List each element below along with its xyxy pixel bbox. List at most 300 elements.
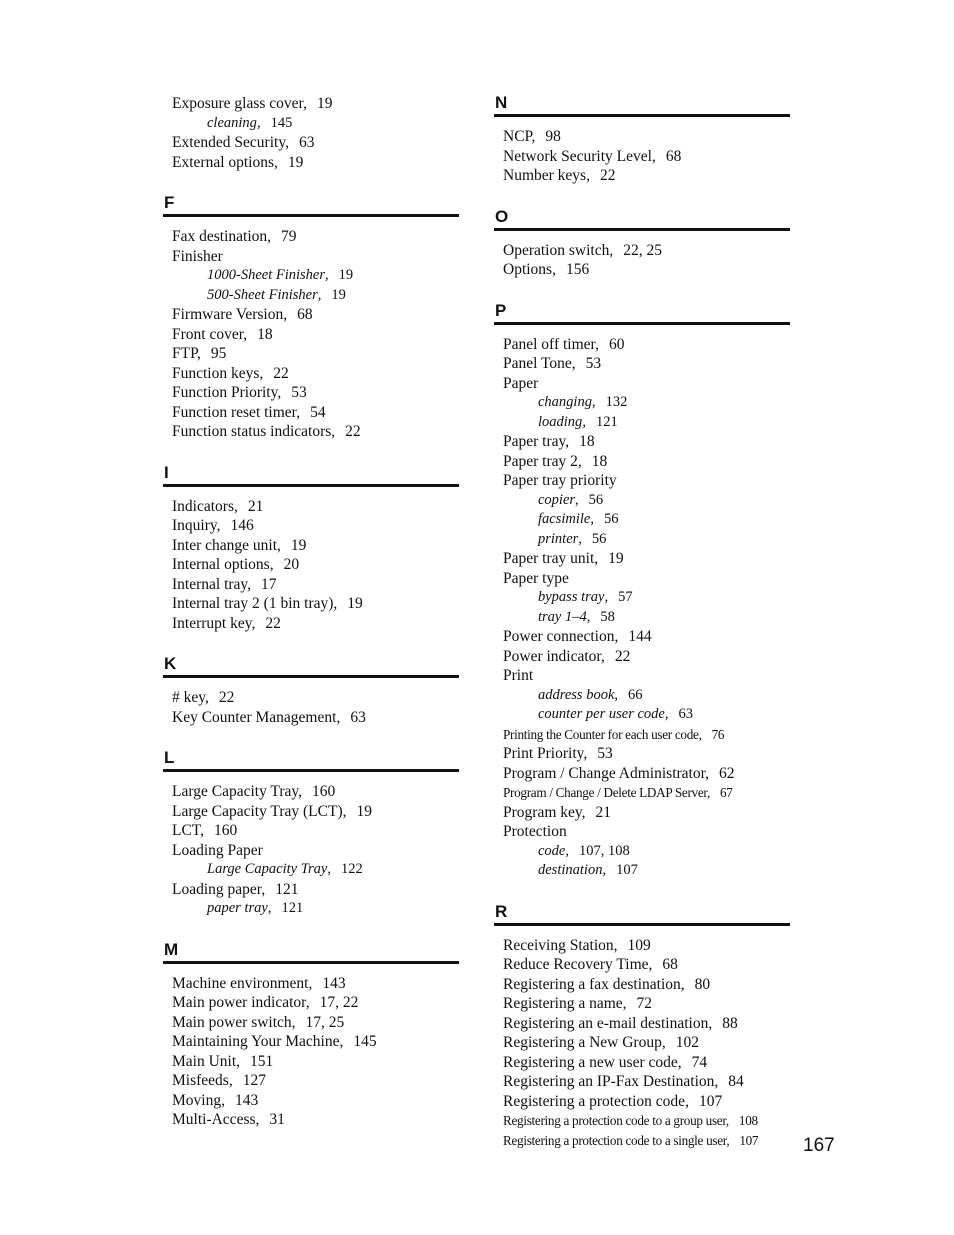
index-entry-options [503,260,790,280]
entry-comma: , [594,550,599,567]
entry-term: Fax destination [172,228,268,245]
section-rule [163,769,459,772]
entry-term: loading [538,413,583,430]
entry-page-refs: 18 [579,433,595,450]
index-entry-inter-change-unit [172,536,459,556]
index-entry-interrupt-key [172,614,459,634]
entry-term: Firmware Version [172,306,284,323]
section-gap [163,633,459,655]
entry-page-refs: 17, 22 [319,994,359,1011]
entry-term: Registering a protection code to a single user [503,1132,727,1148]
entry-page-refs: 22 [599,167,616,184]
index-entry-registering-a-protection-code-to-a-single-user [503,1131,790,1151]
entry-term: Power connection [503,628,615,645]
section-rule [494,228,790,231]
section-rule [163,214,459,217]
entry-page-refs: 143 [322,974,346,992]
index-entry-list [163,94,459,172]
index-entry-list [163,782,459,919]
entry-comma: , [327,861,331,877]
entry-comma: , [267,228,272,245]
index-section [163,94,459,172]
entry-term: Exposure glass cover [172,95,304,112]
index-entry-key-counter-management [172,708,459,728]
entry-term: Key Counter Management [172,708,337,726]
index-subentry-code [503,842,790,862]
entry-term: Paper tray unit [503,550,595,567]
entry-comma: , [308,974,313,992]
entry-comma: , [577,452,582,470]
entry-term: Function reset timer [172,403,297,421]
section-gap [163,727,459,749]
entry-page-refs: 102 [675,1034,699,1051]
entry-page-refs: 84 [728,1073,744,1090]
entry-page-refs: 57 [618,589,633,605]
entry-term: FTP [172,345,197,362]
entry-term: Main power indicator [172,994,306,1011]
entry-page-refs: 22 [345,423,361,440]
index-entry-registering-an-ip-fax-destination [503,1072,790,1092]
index-subentry-cleaning [172,114,459,134]
entry-term: paper tray [207,900,268,916]
entry-term: Panel off timer [503,335,596,353]
index-entry-registering-a-name [503,994,790,1014]
index-subentry-printer [503,530,790,550]
index-entry-main-power-indicator [172,993,459,1013]
entry-term: tray 1–4 [538,608,587,625]
entry-page-refs: 19 [347,595,363,612]
entry-page-refs: 22 [614,647,631,665]
index-entry-panel-off-timer [503,335,790,355]
index-entry-inquiry [172,516,459,536]
entry-term: Maintaining Your Machine [172,1033,340,1050]
entry-comma: , [726,1132,730,1148]
entry-page-refs: 63 [298,134,315,151]
entry-comma: , [325,267,329,283]
index-entry-misfeeds [172,1071,459,1091]
index-entry-program-change-delete-ldap-server [503,783,790,803]
entry-comma: , [552,261,556,278]
entry-page-refs: 56 [603,511,619,527]
entry-comma: , [317,286,322,303]
entry-comma: , [708,1014,713,1032]
index-entry-paper-tray-priority [503,471,790,491]
entry-page-refs: 19 [316,95,333,112]
section-rule [494,114,790,117]
entry-comma: , [680,975,685,993]
entry-page-refs: 145 [270,114,293,131]
index-entry-multi-access [172,1110,459,1130]
index-entry-maintaining-your-machine [172,1032,459,1052]
entry-page-refs: 88 [722,1014,738,1032]
entry-term: NCP [503,128,532,145]
entry-page-refs: 122 [340,861,363,877]
index-section-f [163,172,459,442]
entry-comma: , [205,689,209,706]
entry-comma: , [291,1013,296,1031]
entry-term: facsimile [538,511,591,527]
entry-page-refs: 62 [719,764,735,782]
index-entry-finisher [172,247,459,267]
entry-term: Loading paper [172,880,262,898]
entry-term: Paper type [503,569,569,587]
entry-page-refs: 19 [331,286,346,303]
section-letter-heading: L [164,748,175,767]
entry-page-refs: 143 [234,1091,259,1109]
index-entry-moving [172,1091,459,1111]
index-entry-list [163,688,459,727]
index-subentry-changing [503,393,790,413]
entry-page-refs: 54 [310,403,326,421]
index-entry-main-power-switch [172,1013,459,1033]
index-entry-firmware-version [172,305,459,325]
entry-term: Print [503,667,534,684]
index-section-o [494,186,790,280]
entry-comma: , [583,745,588,762]
entry-comma: , [565,433,570,450]
index-subentry-500-sheet-finisher [172,286,459,306]
entry-term: Main power switch [172,1013,292,1031]
index-entry-paper-type [503,569,790,589]
entry-comma: , [221,1091,225,1109]
entry-comma: , [714,1073,719,1090]
entry-term: Paper tray [503,433,566,450]
index-subentry-paper-tray [172,899,459,919]
entry-page-refs: 20 [283,556,300,573]
entry-term: 1000-Sheet Finisher [207,267,325,283]
index-entry-function-priority [172,383,459,403]
entry-term: Machine environment [172,974,309,992]
entry-comma: , [725,1113,729,1128]
index-entry-network-security-level [503,147,790,167]
entry-term: Function Priority [172,384,278,401]
index-subentry-copier [503,491,790,511]
index-entry-list [494,241,790,280]
entry-term: Number keys [503,167,587,184]
index-subentry-counter-per-user-code [503,705,790,725]
entry-page-refs: 18 [257,325,273,343]
entry-page-refs: 107 [739,1132,759,1148]
entry-comma: , [586,167,590,184]
index-subentry-destination [503,861,790,881]
entry-term: Panel Tone [503,355,572,372]
entry-term: Internal tray [172,575,248,593]
entry-term: LCT [172,822,201,839]
entry-page-refs: 68 [662,956,678,973]
section-rule [494,923,790,926]
entry-comma: , [586,608,591,625]
entry-page-refs: 151 [250,1052,274,1070]
entry-page-refs: 121 [595,413,618,430]
entry-term: Extended Security [172,134,286,151]
index-entry-indicators [172,497,459,517]
entry-page-refs: 19 [290,536,307,554]
entry-page-refs: 79 [281,228,297,245]
entry-term: Registering a fax destination [503,975,681,993]
entry-term: Program / Change / Delete LDAP Server [503,785,707,800]
entry-comma: , [578,530,582,547]
entry-term: counter per user code [538,706,665,722]
entry-comma: , [333,595,338,612]
index-entry-operation-switch [503,241,790,261]
entry-page-refs: 68 [665,147,682,165]
entry-comma: , [233,497,238,515]
entry-page-refs: 22 [265,614,281,632]
index-entry-front-cover [172,325,459,345]
section-letter-heading: N [495,93,508,112]
entry-comma: , [571,355,576,372]
entry-term: External options [172,153,275,171]
index-column-left [163,94,459,1130]
entry-term: Multi-Access [172,1111,256,1128]
section-gap [494,881,790,903]
index-subentry-1000-sheet-finisher [172,266,459,286]
entry-page-refs: 107 [616,862,638,878]
index-section-m [163,919,459,1130]
index-entry-loading-paper [172,880,459,900]
section-letter-heading: O [495,206,509,226]
entry-term: Paper tray priority [503,472,617,489]
entry-comma: , [685,1092,689,1110]
entry-term: Printing the Counter for each user code [503,726,699,742]
index-entry-exposure-glass-cover [172,94,459,114]
index-entry-reduce-recovery-time [503,955,790,975]
entry-term: Indicators [172,497,234,515]
index-section-p [494,280,790,881]
index-section-n [494,94,790,186]
entry-page-refs: 66 [628,686,643,703]
index-entry-list [494,335,790,881]
entry-page-refs: 107 [698,1092,723,1110]
section-letter-heading: K [164,654,177,673]
index-entry-paper-tray-unit [503,549,790,569]
entry-comma: , [247,575,252,593]
index-entry-list [494,127,790,186]
entry-term: Registering a name [503,995,623,1012]
entry-page-refs: 19 [356,802,372,820]
index-subentry-address-book [503,686,790,706]
index-entry-paper-tray [503,432,790,452]
index-subentry-tray-1-4 [503,608,790,628]
entry-comma: , [256,114,261,131]
index-entry-registering-a-protection-code-to-a-group-user [503,1111,790,1131]
entry-comma: , [296,403,301,421]
entry-term: Front cover [172,325,244,343]
entry-page-refs: 144 [628,628,652,645]
entry-comma: , [261,880,266,898]
entry-term: Paper [503,374,539,392]
index-entry-lct [172,821,459,841]
entry-comma: , [600,647,605,665]
index-entry-internal-tray-2-1-bin-tray [172,594,459,614]
index-entry-registering-a-protection-code [503,1092,790,1112]
section-gap [163,442,459,464]
entry-page-refs: 108 [738,1113,758,1128]
entry-page-refs: 98 [545,128,561,145]
entry-term: bypass tray [538,589,605,605]
index-entry-registering-an-e-mail-destination [503,1014,790,1034]
entry-term: Operation switch [503,241,610,259]
index-entry-external-options [172,153,459,173]
index-entry-program-key [503,803,790,823]
index-entry-internal-options [172,555,459,575]
entry-comma: , [269,556,274,573]
entry-comma: , [591,394,596,410]
entry-page-refs: 21 [247,497,264,515]
section-gap [163,172,459,194]
entry-term: Interrupt key [172,614,252,632]
index-entry-registering-a-fax-destination [503,975,790,995]
entry-comma: , [595,335,599,353]
index-section-k [163,633,459,727]
entry-term: printer [538,530,579,547]
index-entry-main-unit [172,1052,459,1072]
index-subentry-large-capacity-tray [172,860,459,880]
entry-term: Receiving Station [503,936,614,954]
index-entry-fax-destination [172,227,459,247]
index-entry-function-keys [172,364,459,384]
entry-page-refs: 80 [694,975,711,993]
entry-comma: , [243,325,248,343]
entry-comma: , [661,1034,666,1051]
entry-comma: , [303,95,307,112]
entry-term: Inquiry [172,517,217,534]
entry-page-refs: 132 [605,394,628,410]
entry-page-refs: 22, 25 [623,241,662,259]
entry-page-refs: 160 [214,822,238,839]
entry-page-refs: 53 [597,745,613,762]
entry-comma: , [342,802,347,820]
index-entry-ncp [503,127,790,147]
entry-term: Registering a new user code [503,1053,678,1071]
index-entry-number-keys [503,166,790,186]
entry-page-refs: 60 [608,335,625,353]
entry-page-refs: 17, 25 [305,1013,345,1031]
entry-term: Program key [503,803,582,821]
entry-term: Program / Change Administrator [503,764,706,782]
section-rule [163,675,459,678]
entry-comma: , [274,153,278,171]
entry-page-refs: 31 [269,1111,285,1128]
entry-term: Function keys [172,364,260,382]
entry-term: Registering a protection code [503,1092,686,1110]
index-column-right [494,94,790,1150]
entry-comma: , [336,708,341,726]
entry-term: Options [503,261,553,278]
entry-page-refs: 146 [230,517,254,534]
entry-comma: , [677,1053,682,1071]
index-entry-list [163,497,459,634]
entry-term: Internal tray 2 (1 bin tray) [172,595,334,612]
entry-comma: , [582,413,586,430]
entry-term: # key [172,689,205,706]
entry-comma: , [216,517,221,534]
entry-comma: , [285,134,289,151]
entry-page-refs: 56 [591,530,607,547]
entry-term: Registering an IP-Fax Destination [503,1073,715,1090]
index-entry-receiving-station [503,936,790,956]
entry-comma: , [575,491,579,508]
index-entry-machine-environment [172,974,459,994]
entry-term: Power indicator [503,647,601,665]
section-letter-heading: R [495,901,508,921]
entry-term: Finisher [172,247,223,265]
entry-comma: , [259,364,264,382]
entry-term: Network Security Level [503,147,652,165]
entry-comma: , [581,803,586,821]
section-letter-heading: P [495,300,507,320]
index-entry-function-reset-timer [172,403,459,423]
entry-term: Large Capacity Tray [207,861,328,877]
section-rule [163,961,459,964]
entry-page-refs: 63 [350,708,366,726]
index-entry-paper [503,374,790,394]
entry-comma: , [305,994,310,1011]
index-entry-list [163,227,459,442]
entry-comma: , [705,764,710,782]
entry-term: Main Unit [172,1052,237,1070]
entry-comma: , [531,128,536,145]
index-section-i [163,442,459,634]
section-letter-heading: M [164,939,179,959]
entry-page-refs: 58 [600,608,615,625]
index-entry-key [172,688,459,708]
index-entry-large-capacity-tray-lct [172,802,459,822]
entry-comma: , [277,536,281,554]
section-gap [163,919,459,941]
entry-comma: , [197,345,201,362]
entry-comma: , [277,384,282,401]
entry-comma: , [614,628,619,645]
entry-page-refs: 53 [291,384,307,401]
entry-page-refs: 19 [287,153,304,171]
entry-comma: , [609,241,614,259]
index-entry-program-change-administrator [503,764,790,784]
entry-page-refs: 121 [275,880,299,898]
index-section-r [494,881,790,1151]
entry-term: 500-Sheet Finisher [207,286,318,303]
entry-comma: , [298,783,303,800]
index-entry-loading-paper [172,841,459,861]
index-entry-extended-security [172,133,459,153]
entry-page-refs: 156 [565,261,590,278]
section-rule [163,484,459,487]
index-entry-power-indicator [503,647,790,667]
entry-term: Registering a protection code to a group user [503,1113,726,1128]
entry-term: code [538,842,566,859]
entry-page-refs: 109 [627,936,651,954]
entry-page-refs: 19 [608,550,624,567]
entry-comma: , [698,726,702,742]
entry-term: Paper tray 2 [503,452,578,470]
entry-comma: , [613,936,618,954]
section-letter-heading: I [164,462,169,482]
index-entry-protection [503,822,790,842]
entry-term: Moving [172,1091,222,1109]
index-entry-ftp [172,344,459,364]
entry-term: Internal options [172,556,270,573]
entry-page-refs: 74 [691,1053,708,1071]
entry-page-refs: 19 [338,267,354,283]
entry-page-refs: 107, 108 [579,842,630,859]
index-subentry-bypass-tray [503,588,790,608]
entry-term: changing [538,394,592,410]
entry-comma: , [648,956,653,973]
entry-page-refs: 17 [261,575,277,593]
entry-page-refs: 127 [242,1072,266,1089]
entry-term: Print Priority [503,745,584,762]
entry-term: destination [538,862,603,878]
